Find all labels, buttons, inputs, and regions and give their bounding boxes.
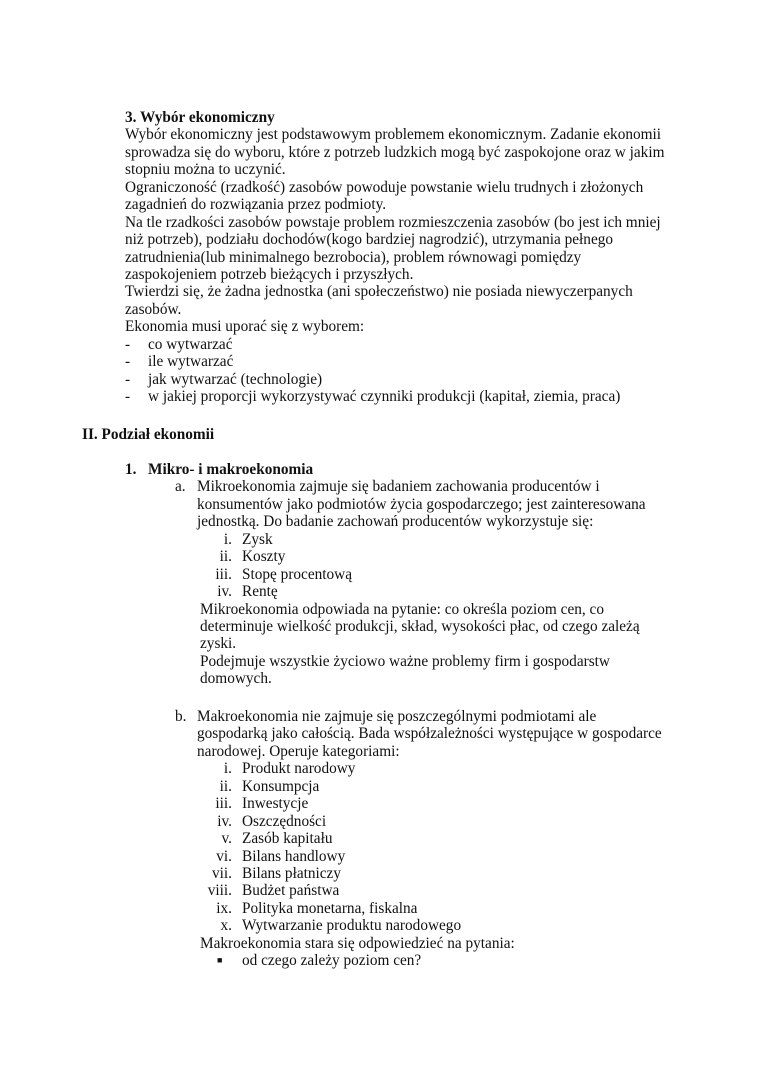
list-item: [125, 548, 646, 565]
macroeconomics-item: [175, 708, 662, 970]
paragraph-line: zasobów.: [125, 300, 182, 318]
roman-numeral: vi.: [216, 847, 232, 865]
roman-numeral: iii.: [215, 565, 232, 583]
section-heading: 3. Wybór ekonomiczny: [125, 109, 275, 126]
list-item-text: Zysk: [242, 530, 273, 548]
roman-numeral: x.: [220, 917, 232, 935]
roman-numeral: i.: [223, 530, 232, 548]
paragraph-line: narodowej. Operuje kategoriami:: [197, 742, 400, 760]
list-item-text: Rentę: [242, 583, 278, 601]
list-item: [125, 900, 662, 917]
list-item-text: Bilans handlowy: [242, 847, 346, 865]
roman-numeral: i.: [223, 760, 232, 778]
roman-numeral: vii.: [212, 864, 232, 882]
list-item: [125, 778, 662, 795]
paragraph-line: Wybór ekonomiczny jest podstawowym problemem ekonomicznym. Zadanie ekonomii: [125, 126, 662, 144]
list-item-text: jak wytwarzać (technologie): [148, 370, 323, 388]
list-item: [125, 848, 662, 865]
paragraph-line: domowych.: [200, 670, 272, 688]
paragraph-line: Na tle rzadkości zasobów powstaje problem rozmieszczenia zasobów (bo jest ich mniej: [125, 213, 661, 231]
list-item-text: ile wytwarzać: [148, 353, 234, 371]
paragraph-line: zatrudnienia(lub minimalnego bezrobocia), problem równowagi pomiędzy: [125, 248, 582, 266]
paragraph-line: determinuje wielkość produkcji, skład, wysokości płac, od czego zależą: [200, 617, 640, 635]
dash-marker: -: [125, 335, 131, 353]
dash-marker: -: [125, 388, 131, 405]
list-item: [125, 865, 662, 882]
list-item-text: Zasób kapitału: [242, 830, 333, 848]
list-item: [125, 917, 662, 934]
list-item: [125, 952, 662, 969]
subsection-heading: [125, 461, 646, 478]
list-item: [125, 566, 646, 583]
list-item-text: Oszczędności: [242, 812, 327, 830]
paragraph-line: sprowadza się do wyboru, które z potrzeb ludzkich mogą być zaspokojone oraz w jakim: [125, 143, 665, 161]
paragraph-line: zaspokojeniem potrzeb bieżących i przyszłych.: [125, 265, 414, 283]
list-item: [125, 795, 662, 812]
list-item: [125, 583, 646, 600]
paragraph-line: [125, 478, 646, 495]
paragraph-text: Makroekonomia nie zajmuje się poszczególnymi podmiotami ale: [197, 708, 597, 725]
list-item-text: Wytwarzanie produktu narodowego: [242, 917, 462, 935]
list-item: [125, 371, 664, 388]
list-item-text: Konsumpcja: [242, 777, 320, 795]
paragraph-line: Ograniczoność (rzadkość) zasobów powoduje powstanie wielu trudnych i złożonych: [125, 178, 644, 196]
roman-numeral: viii.: [207, 882, 232, 900]
section-division: [82, 426, 214, 443]
list-item: [125, 830, 662, 847]
square-bullet-icon: ■: [217, 955, 223, 966]
list-item: [125, 388, 664, 405]
list-item: [125, 882, 662, 899]
paragraph-line: gospodarką jako całością. Bada współzależności występujące w gospodarce: [197, 725, 662, 743]
list-item-text: w jakiej proporcji wykorzystywać czynniki produkcji (kapitał, ziemia, praca): [148, 388, 621, 405]
roman-numeral: ii.: [219, 777, 232, 795]
list-item-text: co wytwarzać: [148, 335, 233, 353]
dash-marker: -: [125, 370, 131, 388]
list-item: [125, 813, 662, 830]
list-item: [125, 760, 662, 777]
paragraph-line: jednostką. Do badanie zachowań producentów wykorzystuje się:: [197, 513, 594, 531]
list-item-text: Budżet państwa: [242, 882, 340, 900]
paragraph-line: zagadnień do rozwiązania przez podmioty.: [125, 196, 387, 214]
roman-numeral: iv.: [217, 583, 232, 601]
list-item-text: Polityka monetarna, fiskalna: [242, 899, 418, 917]
list-letter: b.: [175, 708, 187, 725]
list-item-text: Stopę procentową: [242, 565, 353, 583]
list-item-text: Produkt narodowy: [242, 760, 356, 778]
list-item: [125, 336, 664, 353]
list-item: [125, 531, 646, 548]
subsection-title: Mikro- i makroekonomia: [148, 461, 314, 478]
paragraph-line: konsumentów jako podmiotów życia gospodarczego; jest zainteresowana: [197, 495, 646, 513]
subsection-number: 1.: [125, 461, 137, 478]
dash-marker: -: [125, 353, 131, 371]
list-item-text: Koszty: [242, 548, 286, 566]
roman-numeral: v.: [221, 830, 232, 848]
paragraph-line: Twierdzi się, że żadna jednostka (ani społeczeństwo) nie posiada niewyczerpanych: [125, 283, 633, 301]
subsection-micro-macro: [125, 461, 646, 688]
roman-numeral: iv.: [217, 812, 232, 830]
paragraph-line: Podejmuje wszystkie życiowo ważne problemy firm i gospodarstw: [200, 652, 610, 670]
paragraph-line: Mikroekonomia odpowiada na pytanie: co określa poziom cen, co: [200, 600, 604, 618]
roman-numeral: ii.: [219, 548, 232, 566]
paragraph-line: niż potrzeb), podziału dochodów(kogo bardziej nagrodzić), utrzymania pełnego: [125, 231, 614, 249]
paragraph-line: Makroekonomia stara się odpowiedzieć na pytania:: [200, 934, 515, 952]
paragraph-line: Ekonomia musi uporać się z wyborem:: [125, 318, 365, 336]
list-item-text: Bilans płatniczy: [242, 864, 341, 882]
paragraph-line: stopniu można to uczynić.: [125, 161, 286, 179]
list-item-text: Inwestycje: [242, 795, 309, 813]
list-item-text: od czego zależy poziom cen?: [242, 952, 422, 970]
roman-numeral: iii.: [215, 795, 232, 813]
paragraph-text: Mikroekonomia zajmuje się badaniem zachowania producentów i: [197, 478, 600, 496]
roman-numeral: ix.: [216, 899, 232, 917]
list-letter: a.: [175, 478, 186, 496]
list-item: [125, 353, 664, 370]
paragraph-line: [175, 708, 662, 725]
paragraph-line: zyski.: [200, 635, 237, 653]
section-economic-choice: [125, 109, 664, 405]
section-heading: II. Podział ekonomii: [82, 426, 215, 443]
